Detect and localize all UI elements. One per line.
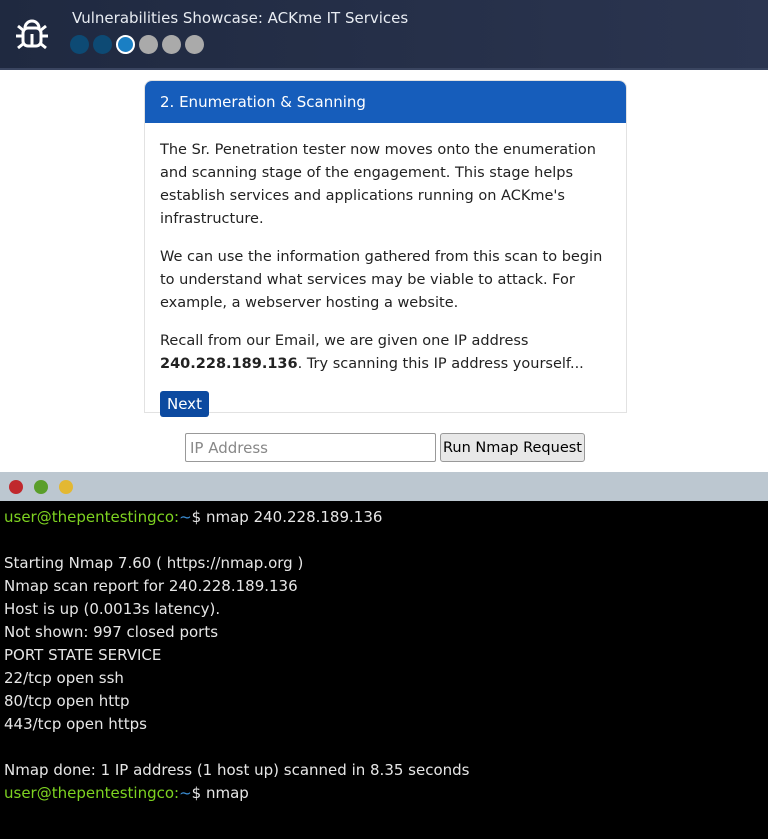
card-paragraph-2: We can use the information gathered from this scan to begin to understand what services may be viable to attack. For example, a webserver hosting a website. [160,249,603,311]
text: . Try scanning this IP address yourself... [297,356,584,372]
prompt-symbol: $ [191,508,206,526]
command: nmap 240.228.189.136 [205,508,383,526]
maximize-icon[interactable] [59,480,73,494]
step-dot-3-current[interactable] [116,35,135,54]
terminal[interactable] [0,501,768,839]
terminal-output-line [4,529,764,552]
command-input[interactable]: nmap [205,784,249,802]
prompt-symbol: $ [191,784,206,802]
step-progress [70,35,204,54]
card-title: 2. Enumeration & Scanning [145,81,626,123]
terminal-output-line: Nmap scan report for 240.228.189.136 [4,577,298,595]
run-nmap-button[interactable]: Run Nmap Request [440,433,585,462]
prompt-sep: : [174,784,180,802]
app-title: Vulnerabilities Showcase: ACKme IT Services [72,9,409,27]
terminal-output-line: 443/tcp open https [4,715,147,733]
prompt-user: user@thepentestingco [4,784,175,802]
terminal-output-line: 80/tcp open http [4,692,130,710]
terminal-output-line: PORT STATE SERVICE [4,646,162,664]
card-paragraph-1: The Sr. Penetration tester now moves onto the enumeration and scanning stage of the engagement. This stage helps establish services and applications running on ACKme's infrastructure. [160,142,596,227]
card-paragraph-3 [160,330,611,376]
terminal-output-line: Nmap done: 1 IP address (1 host up) scanned in 8.35 seconds [4,761,470,779]
next-button[interactable]: Next [160,391,209,417]
prompt-user: user@thepentestingco [4,508,175,526]
terminal-output-line [4,736,764,759]
bug-icon [12,14,52,54]
terminal-output [4,529,764,782]
ip-address-input[interactable] [185,433,436,462]
terminal-line-command [4,506,764,529]
minimize-icon[interactable] [34,480,48,494]
step-dot-5[interactable] [162,35,181,54]
step-dot-1[interactable] [70,35,89,54]
terminal-output-line: Starting Nmap 7.60 ( https://nmap.org ) [4,554,304,572]
terminal-output-line: Host is up (0.0013s latency). [4,600,221,618]
step-dot-4[interactable] [139,35,158,54]
step-dot-2[interactable] [93,35,112,54]
step-dot-6[interactable] [185,35,204,54]
terminal-line-input[interactable] [4,782,764,805]
ip-address: 240.228.189.136 [160,356,298,372]
terminal-titlebar [0,472,768,501]
terminal-output-line: 22/tcp open ssh [4,669,124,687]
close-icon[interactable] [9,480,23,494]
step-card [144,80,627,413]
prompt-dir: ~ [179,784,192,802]
prompt-sep: : [174,508,180,526]
terminal-output-line: Not shown: 997 closed ports [4,623,219,641]
top-bar [0,0,768,70]
text: Recall from our Email, we are given one IP address [160,333,529,349]
prompt-dir: ~ [179,508,192,526]
